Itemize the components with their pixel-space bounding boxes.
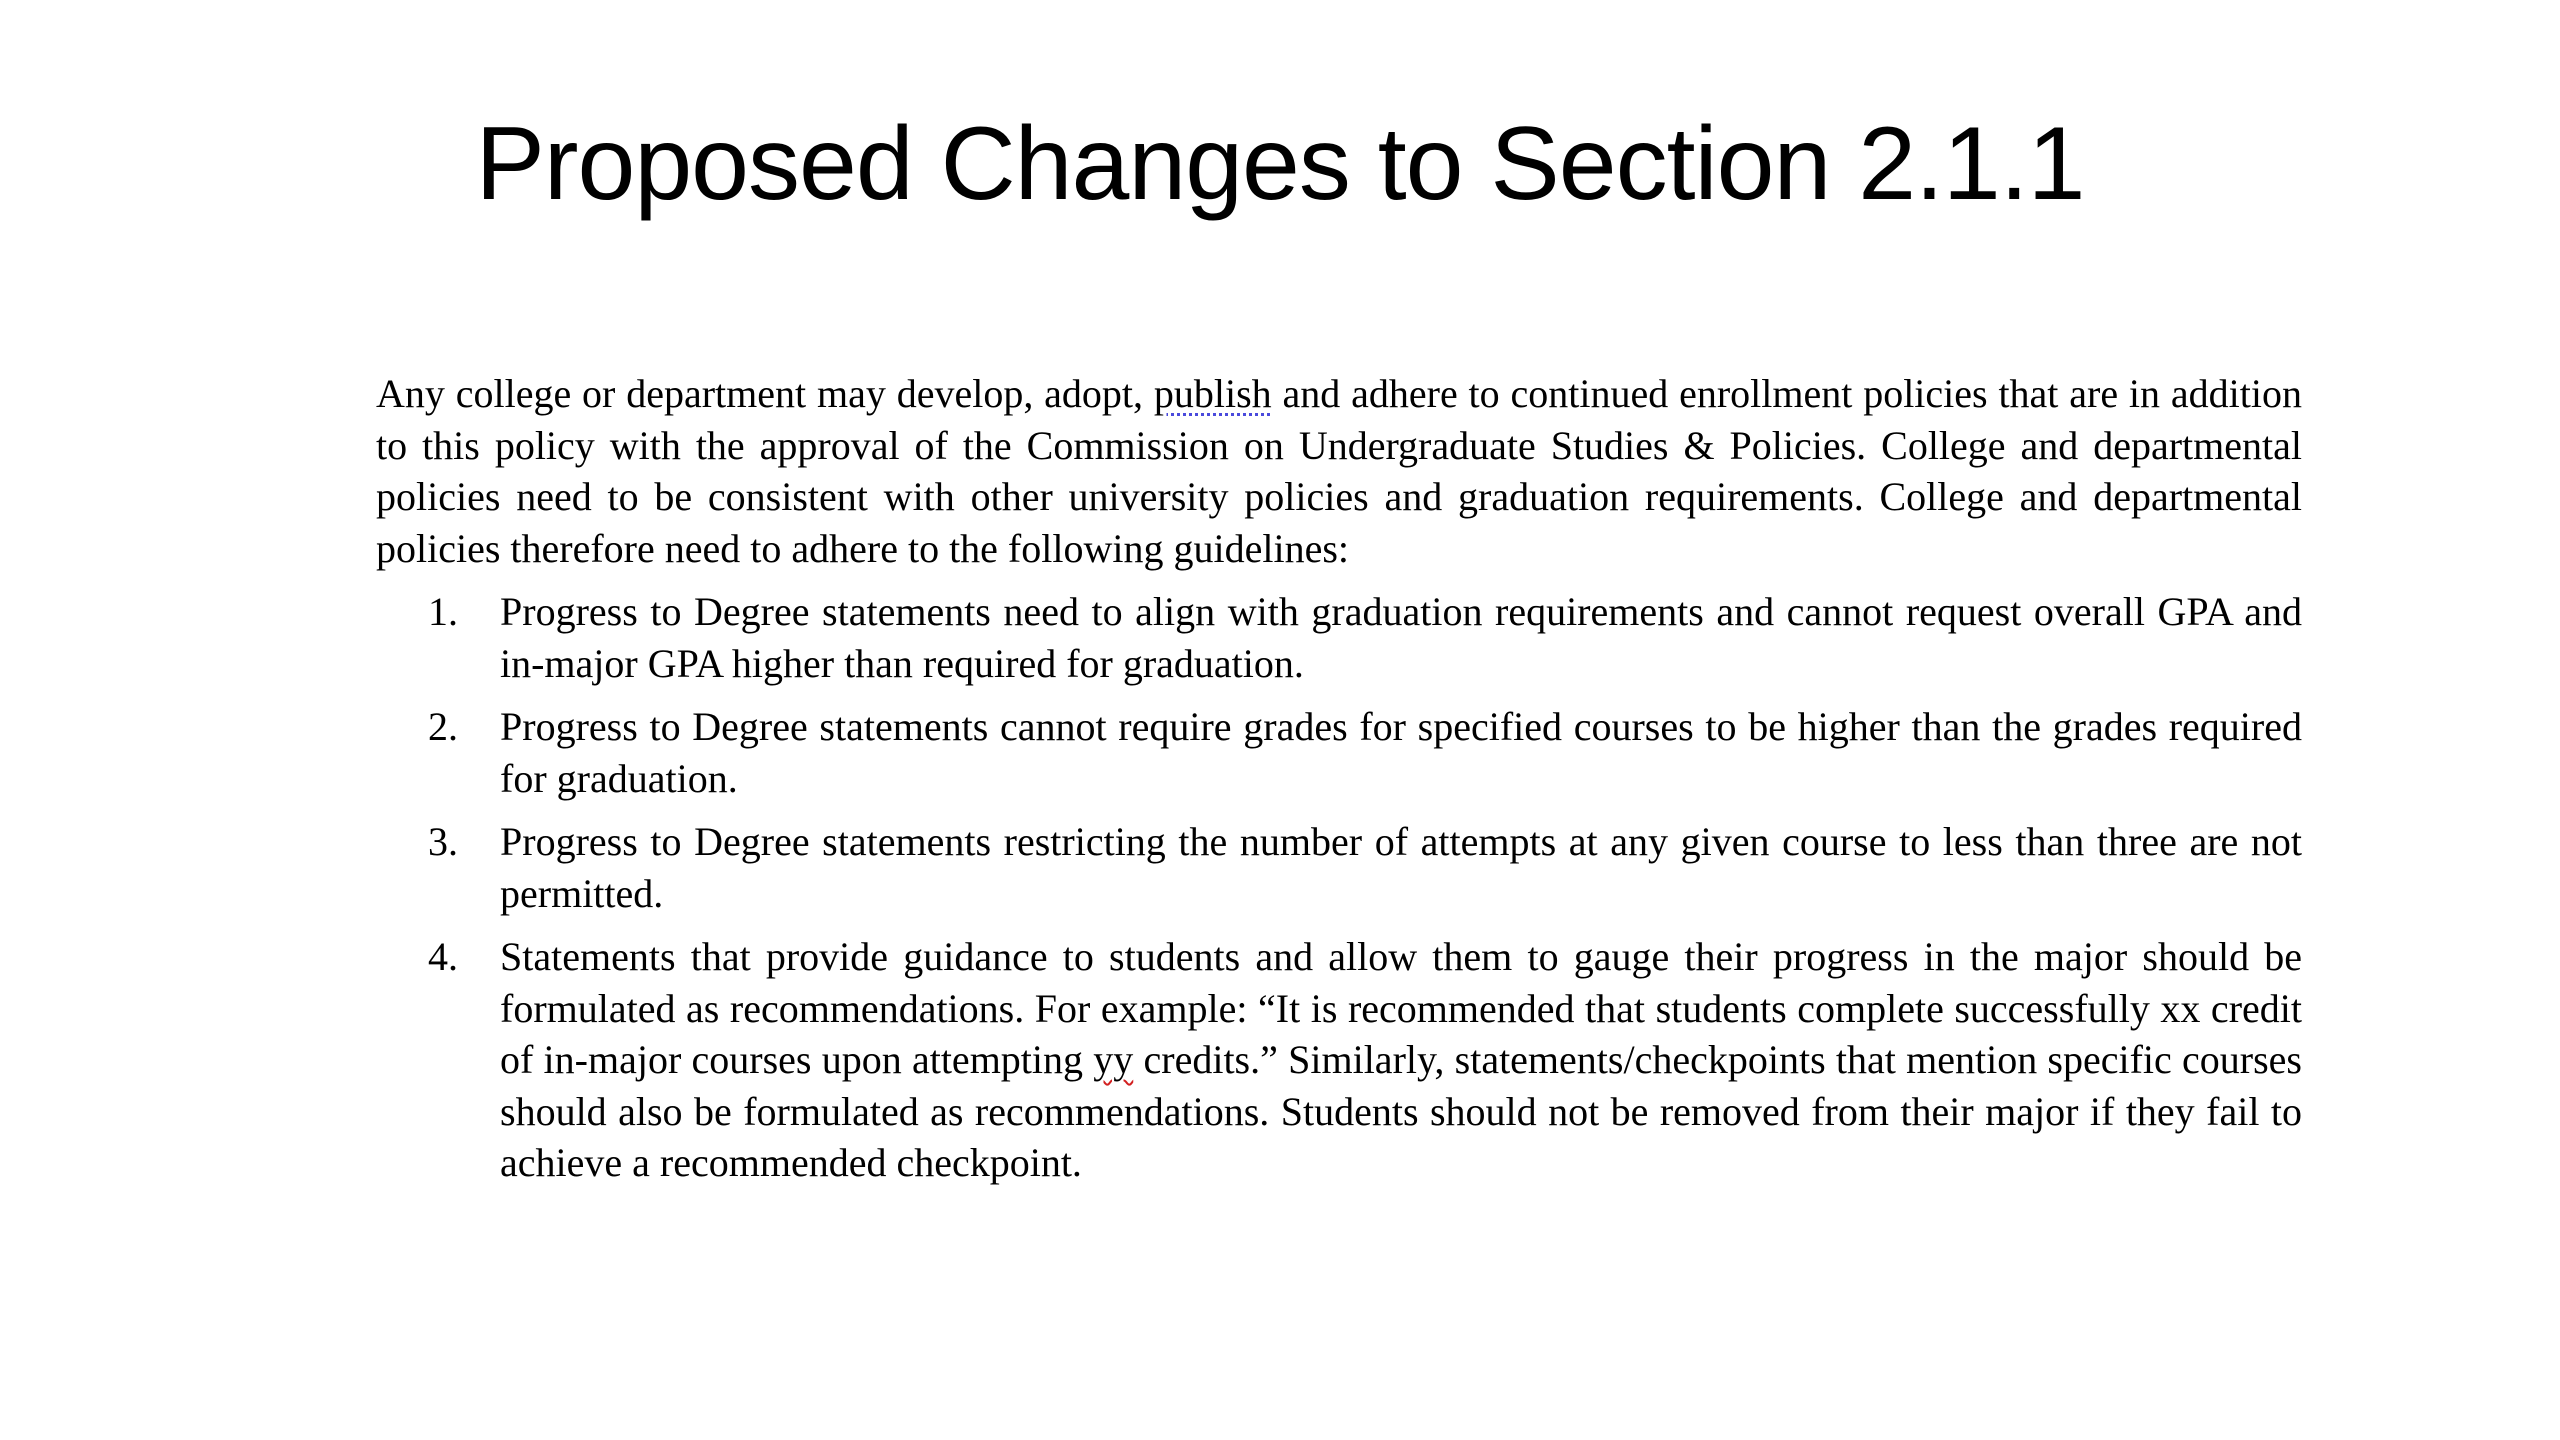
guideline-item-2 [376,701,2302,804]
intro-paragraph [376,368,2302,574]
intro-text-end: and adhere to continued enrollment policies that are in addition to this policy with the approval of the Commission on Undergraduate Studies & Policies. College and departmental policies need to be consistent with other university policies and graduation requirements. College and departmental policies therefore need to adhere to the following guidelines: [376,371,2302,571]
guideline-item-3 [376,816,2302,919]
slide-title: Proposed Changes to Section 2.1.1 [475,106,2085,222]
guideline-number: 4. [428,934,458,979]
guideline-text: Progress to Degree statements restricting the number of attempts at any given course to less than three are not permitted. [500,819,2302,916]
spelling-flagged-word: yy [1093,1037,1134,1082]
document-excerpt [376,368,2302,1201]
guideline-number: 3. [428,819,458,864]
guidelines-list [376,586,2302,1189]
guideline-text-start: Statements that provide guidance to students and allow them to gauge their progress in the major should be formulated as recommendations. For example: “It is recommended that students complete successfully xx credit of in-major courses upon attempting [500,934,2302,1082]
guideline-item-1 [376,586,2302,689]
guideline-number: 2. [428,704,458,749]
grammar-flagged-word: publish [1153,371,1272,416]
guideline-number: 1. [428,589,458,634]
guideline-text: Progress to Degree statements cannot require grades for specified courses to be higher than the grades required for graduation. [500,704,2302,801]
guideline-text: Progress to Degree statements need to align with graduation requirements and cannot request overall GPA and in-major GPA higher than required for graduation. [500,589,2302,686]
intro-text-start: Any college or department may develop, adopt, [376,371,1154,416]
guideline-text [500,934,2302,1185]
guideline-item-4 [376,931,2302,1189]
guideline-text-end: credits.” Similarly, statements/checkpoints that mention specific courses should also be formulated as recommendations. Students should not be removed from their major if they fail to achieve a recommended checkpoint. [500,1037,2302,1185]
